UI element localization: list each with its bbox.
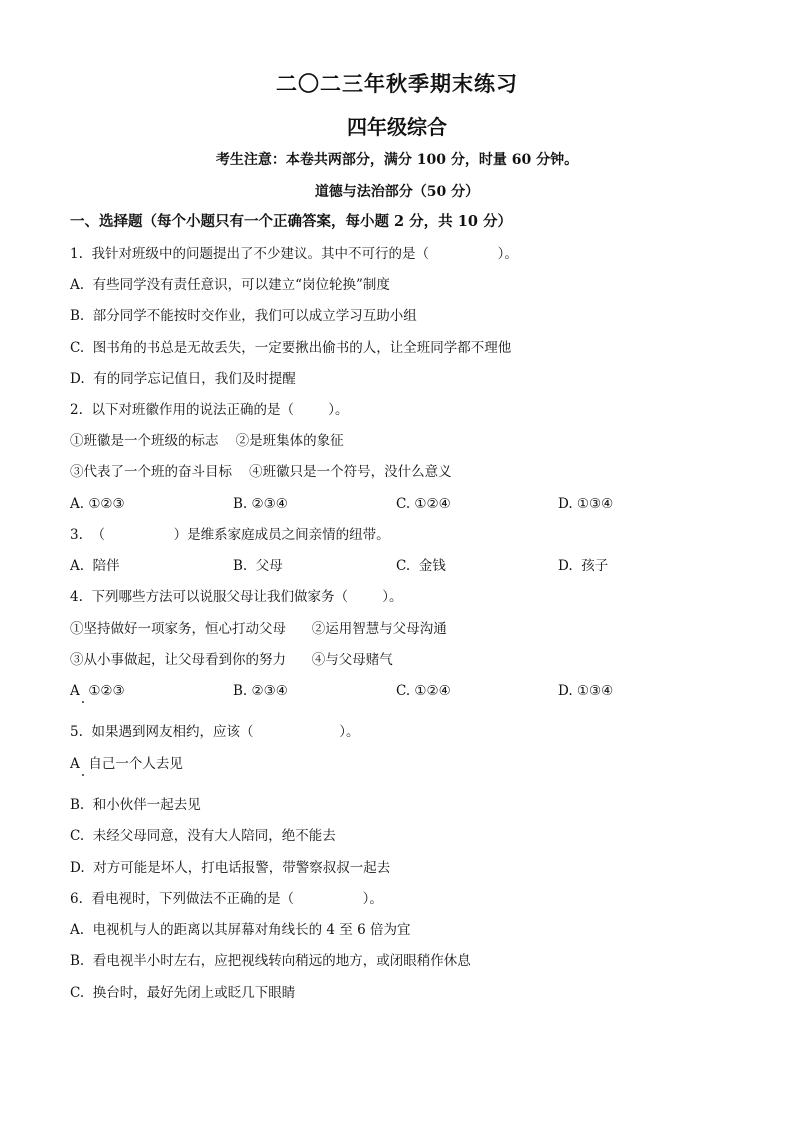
question-6-option-c: C. 换台时，最好先闭上或眨几下眼睛 — [70, 985, 296, 1001]
question-3-option-b: B. 父母 — [233, 558, 283, 574]
part-heading: 道德与法治部分（50 分） — [314, 184, 480, 200]
question-3-stem: 3. （ ）是维系家庭成员之间亲情的纽带。 — [70, 527, 390, 543]
exam-notice: 考生注意：本卷共两部分，满分 100 分，时量 60 分钟。 — [215, 152, 579, 168]
question-4-statement-2: ③从小事做起，让父母看到你的努力 ④与父母赌气 — [70, 652, 393, 668]
question-2-statement-1: ①班徽是一个班级的标志 ②是班集体的象征 — [70, 433, 344, 449]
stray-mark — [82, 701, 84, 703]
question-4-option-d: D. ①③④ — [558, 683, 614, 699]
question-5-option-a: A 自己一个人去见 — [70, 756, 183, 772]
exam-title: 二〇二三年秋季期末练习 — [276, 71, 518, 96]
question-1-option-c: C. 图书角的书总是无故丢失，一定要揪出偷书的人，让全班同学都不理他 — [70, 340, 512, 356]
question-6-stem: 6. 看电视时，下列做法不正确的是（ ）。 — [70, 891, 383, 907]
question-1-option-a: A. 有些同学没有责任意识，可以建立“岗位轮换”制度 — [70, 277, 390, 293]
question-4-stem: 4. 下列哪些方法可以说服父母让我们做家务（ ）。 — [70, 589, 403, 605]
question-4-option-a: A ①②③ — [70, 683, 125, 699]
question-1-option-b: B. 部分同学不能按时交作业，我们可以成立学习互助小组 — [70, 308, 417, 324]
question-4-statement-1: ①坚持做好一项家务，恒心打动父母 ②运用智慧与父母沟通 — [70, 621, 447, 637]
question-1-option-d: D. 有的同学忘记值日，我们及时提醒 — [70, 371, 296, 387]
question-6-option-a: A. 电视机与人的距离以其屏幕对角线长的 4 至 6 倍为宜 — [70, 922, 411, 938]
question-1-stem: 1. 我针对班级中的问题提出了不少建议。其中不可行的是（ ）。 — [70, 246, 518, 262]
exam-subtitle: 四年级综合 — [347, 115, 447, 139]
question-5-option-b: B. 和小伙伴一起去见 — [70, 797, 201, 813]
question-2-statement-2: ③代表了一个班的奋斗目标 ④班徽只是一个符号，没什么意义 — [70, 464, 452, 480]
question-2-option-c: C. ①②④ — [396, 496, 451, 512]
question-2-option-b: B. ②③④ — [233, 496, 288, 512]
question-2-option-a: A. ①②③ — [70, 496, 125, 512]
question-5-option-c: C. 未经父母同意，没有大人陪同，绝不能去 — [70, 828, 336, 844]
question-2-option-d: D. ①③④ — [558, 496, 614, 512]
question-3-option-a: A. 陪伴 — [70, 558, 120, 574]
question-5-stem: 5. 如果遇到网友相约，应该（ ）。 — [70, 724, 360, 740]
question-6-option-b: B. 看电视半小时左右，应把视线转向稍远的地方，或闭眼稍作休息 — [70, 953, 471, 969]
question-3-option-d: D. 孩子 — [558, 558, 609, 574]
question-2-stem: 2. 以下对班徽作用的说法正确的是（ ）。 — [70, 402, 349, 418]
question-5-option-d: D. 对方可能是坏人，打电话报警，带警察叔叔一起去 — [70, 860, 391, 876]
question-4-option-c: C. ①②④ — [396, 683, 451, 699]
question-4-option-b: B. ②③④ — [233, 683, 288, 699]
question-3-option-c: C. 金钱 — [396, 558, 446, 574]
section-heading: 一、选择题（每个小题只有一个正确答案，每小题 2 分，共 10 分） — [70, 213, 512, 230]
stray-mark — [82, 774, 84, 776]
